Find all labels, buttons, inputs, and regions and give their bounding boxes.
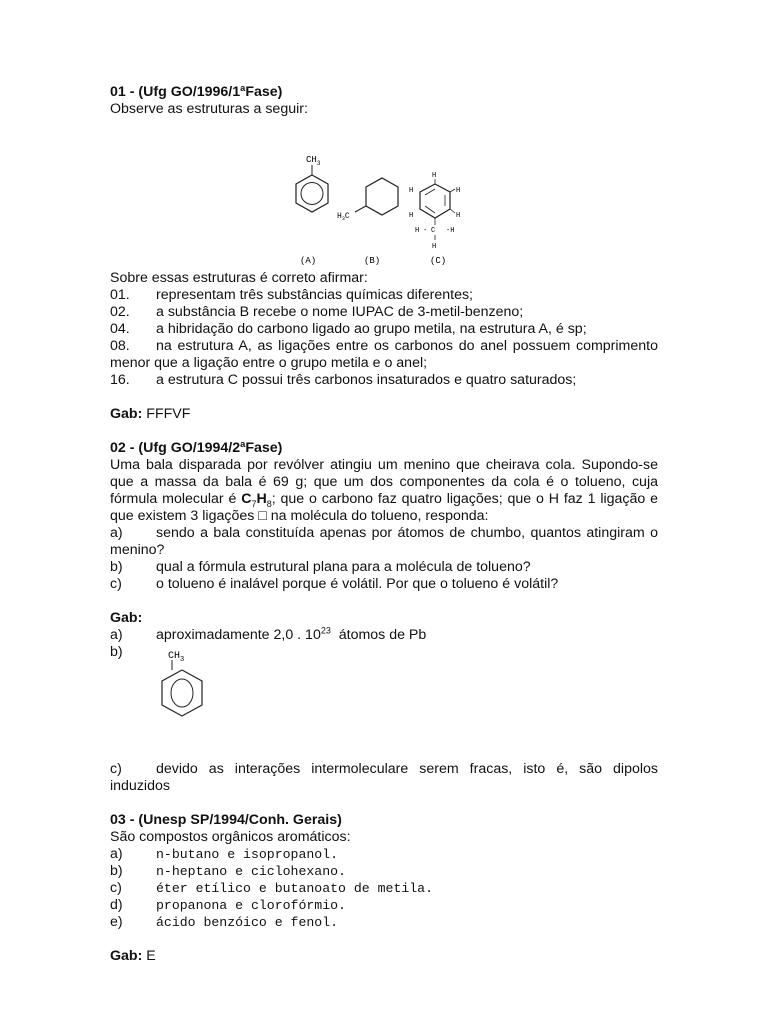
structure-c-label: (C) — [430, 256, 447, 266]
option-row-wrapped — [110, 338, 658, 372]
option-row — [110, 863, 658, 880]
structures-svg — [110, 132, 658, 266]
structure-a-ch3-label: $CH_3$ — [306, 155, 321, 167]
question-2-text — [110, 457, 658, 525]
answer-letter: a) — [110, 627, 123, 643]
structure-c-h-right-top: H — [456, 187, 461, 195]
option-letter: b) — [110, 863, 123, 879]
option-number: 01. — [110, 287, 130, 303]
question-2-text-part: Uma bala disparada por revólver atingiu um menino que cheirava cola. Supondo-se que a massa da bala é 69 g; que um dos componentes da cola é o tolueno, cuja fórmula molecular é — [110, 457, 658, 507]
option-text: a substância B recebe o nome IUPAC de 3-metil-benzeno; — [156, 304, 524, 320]
structure-b-label: (B) — [364, 256, 381, 266]
formula-c-sub: 7 — [251, 498, 257, 509]
item-text: o tolueno é inalável porque é volátil. Por que o tolueno é volátil? — [156, 576, 559, 592]
formula-h: H — [256, 491, 267, 507]
option-number: 16. — [110, 372, 130, 388]
item-row — [110, 559, 658, 576]
option-text: propanona e clorofórmio. — [156, 898, 346, 913]
item-letter: a) — [110, 525, 123, 541]
question-3-title: 03 - (Unesp SP/1994/Conh. Gerais) — [110, 812, 342, 828]
option-text: a hibridação do carbono ligado ao grupo metila, na estrutura A, é sp; — [156, 321, 587, 337]
option-row — [110, 880, 658, 897]
question-2-text-part: ; que o carbono faz quatro ligações; que o H faz 1 ligação e que existem 3 ligações — [110, 491, 659, 524]
option-text: na estrutura A, as ligações entre os carbonos do anel possuem comprimento menor que a ligação entre o grupo metila e o anel; — [110, 338, 658, 371]
answer-value: E — [146, 948, 156, 964]
answer-label: Gab: — [110, 948, 143, 964]
item-letter: c) — [110, 576, 122, 592]
structure-a — [296, 155, 328, 266]
item-text: sendo a bala constituída apenas por átomos de chumbo, quantos atingiram o menino? — [110, 525, 658, 558]
option-letter: e) — [110, 914, 123, 930]
question-1 — [110, 84, 658, 423]
option-text: n-butano e isopropanol. — [156, 847, 339, 862]
structure-c-h-bottom: H — [432, 243, 437, 251]
structure-c-dash: - — [423, 227, 428, 235]
structure-c-h-left-top: H — [409, 187, 414, 195]
option-text: representam três substâncias químicas diferentes; — [156, 287, 474, 303]
answer-b-row — [110, 644, 658, 744]
structure-c — [409, 172, 460, 266]
option-text: a estrutura C possui três carbonos insaturados e quatro saturados; — [156, 372, 577, 388]
question-1-answer — [110, 406, 658, 423]
option-letter: c) — [110, 880, 122, 896]
question-2 — [110, 440, 658, 795]
question-3 — [110, 812, 658, 965]
structure-a-label: (A) — [300, 256, 317, 266]
answer-letter: c) — [110, 761, 122, 777]
option-text: éter etílico e butanoato de metila. — [156, 881, 433, 896]
structure-c-h-left-side: H — [415, 227, 420, 235]
option-text: n-heptano e ciclohexano. — [156, 864, 346, 879]
answer-a-text — [156, 627, 426, 644]
formula-c: C — [241, 491, 252, 507]
structure-c-h-right-side: -H — [446, 227, 455, 235]
structure-c-carbon: C — [431, 227, 436, 235]
answer-c-row — [110, 761, 658, 795]
answer-a-main: aproximadamente 2,0 . 10 — [156, 627, 321, 643]
question-1-title: 01 - (Ufg GO/1996/1ªFase) — [110, 84, 283, 100]
option-row — [110, 287, 658, 304]
option-number: 08. — [110, 338, 130, 354]
option-letter: d) — [110, 897, 123, 913]
formula-h-sub: 8 — [266, 498, 272, 509]
option-number: 04. — [110, 321, 130, 337]
item-text: qual a fórmula estrutural plana para a molécula de tolueno? — [156, 559, 531, 575]
question-2-text-part: na molécula do tolueno, responda: — [266, 508, 489, 524]
toluene-ch3-label: $CH_3$ — [168, 651, 185, 664]
option-row — [110, 372, 658, 389]
answer-label: Gab: — [110, 610, 143, 626]
answer-value: FFFVF — [146, 406, 191, 422]
chemical-structures-figure — [110, 132, 658, 266]
structure-b — [337, 178, 398, 266]
item-letter: b) — [110, 559, 123, 575]
option-row — [110, 304, 658, 321]
answer-label: Gab: — [110, 406, 143, 422]
question-1-stem: Sobre essas estruturas é correto afirmar: — [110, 270, 368, 286]
option-row — [110, 897, 658, 914]
option-row — [110, 321, 658, 338]
option-row — [110, 846, 658, 863]
question-3-stem: São compostos orgânicos aromáticos: — [110, 829, 351, 845]
answer-c-text: devido as interações intermoleculare serem fracas, isto é, são dipolos induzidos — [110, 761, 658, 794]
structure-c-h-left-bottom: H — [409, 212, 414, 220]
item-row-wrapped — [110, 525, 658, 559]
option-number: 02. — [110, 304, 130, 320]
structure-c-h-top: H — [432, 172, 437, 180]
question-3-answer — [110, 948, 658, 965]
option-letter: a) — [110, 846, 123, 862]
toluene-structure-svg — [150, 644, 240, 744]
answer-a-row — [110, 627, 658, 644]
document-page — [110, 84, 658, 965]
answer-a-exponent: 23 — [320, 625, 331, 636]
structure-c-h-right-bottom: H — [456, 212, 461, 220]
option-row — [110, 914, 658, 931]
structure-b-h3c-label: $H_3C$ — [337, 212, 350, 222]
pi-symbol: □ — [258, 508, 267, 524]
question-1-intro: Observe as estruturas a seguir: — [110, 101, 308, 117]
answer-a-tail: átomos de Pb — [330, 627, 427, 643]
item-row — [110, 576, 658, 593]
question-2-title: 02 - (Ufg GO/1994/2ªFase) — [110, 440, 283, 456]
option-text: ácido benzóico e fenol. — [156, 915, 339, 930]
answer-letter: b) — [110, 644, 123, 660]
